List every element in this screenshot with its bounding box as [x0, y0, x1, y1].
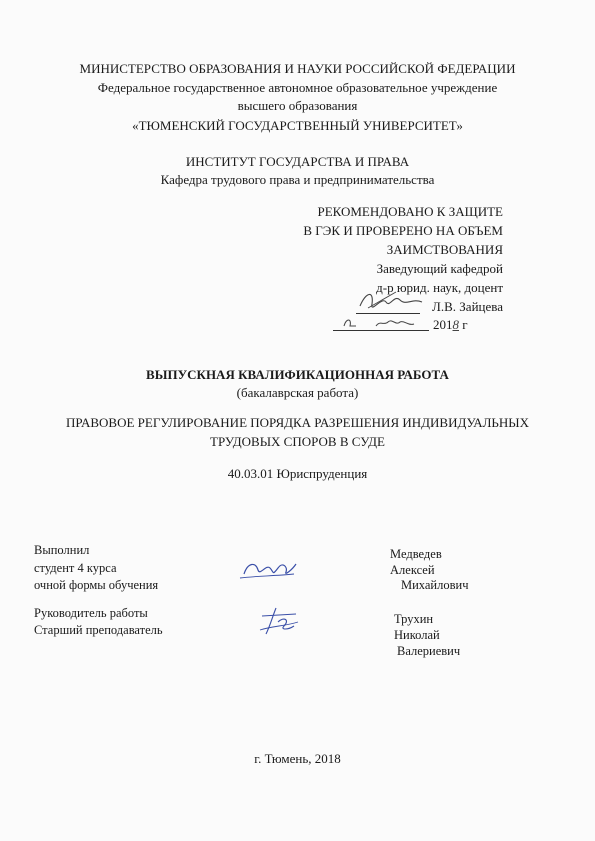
- work-title-line1: ПРАВОВОЕ РЕГУЛИРОВАНИЕ ПОРЯДКА РАЗРЕШЕНИЯ ИНДИВИДУАЛЬНЫХ: [66, 415, 529, 430]
- approval-year-digit: 8: [452, 317, 459, 332]
- institution-type-line1: Федеральное государственное автономное образовательное учреждение: [97, 80, 498, 95]
- approval-year-prefix: 201: [433, 317, 453, 332]
- approval-year: [433, 317, 468, 333]
- supervisor-role-line1: Руководитель работы: [34, 606, 148, 620]
- city-year: г. Тюмень, 2018: [254, 751, 341, 766]
- author-role-line3: очной формы обучения: [34, 578, 159, 592]
- supervisor-role-line2: Старший преподаватель: [34, 623, 163, 637]
- institute-name: ИНСТИТУТ ГОСУДАРСТВА И ПРАВА: [185, 154, 410, 169]
- author-signature-icon: [238, 556, 300, 582]
- supervisor-surname: Трухин: [394, 612, 434, 626]
- institution-type-line2: высшего образования: [237, 98, 358, 113]
- author-role-line1: Выполнил: [34, 543, 90, 557]
- approval-line2: В ГЭК И ПРОВЕРЕНО НА ОБЪЕМ: [303, 223, 503, 238]
- author-patronymic: Михайлович: [401, 578, 469, 592]
- approval-year-suffix: г: [459, 317, 468, 332]
- approval-degree: д-р юрид. наук, доцент: [376, 280, 503, 295]
- approval-date-handwriting-icon: [340, 312, 430, 332]
- author-first-name: Алексей: [390, 563, 435, 577]
- supervisor-patronymic: Валериевич: [397, 644, 461, 658]
- university-name: «ТЮМЕНСКИЙ ГОСУДАРСТВЕННЫЙ УНИВЕРСИТЕТ»: [132, 118, 463, 133]
- author-role-line2: студент 4 курса: [34, 561, 117, 575]
- supervisor-signature-icon: [256, 604, 302, 638]
- work-type: ВЫПУСКНАЯ КВАЛИФИКАЦИОННАЯ РАБОТА: [146, 367, 449, 382]
- supervisor-first-name: Николай: [394, 628, 440, 642]
- work-subtype: (бакалаврская работа): [236, 385, 359, 400]
- ministry-name: МИНИСТЕРСТВО ОБРАЗОВАНИЯ И НАУКИ РОССИЙСКОЙ ФЕДЕРАЦИИ: [79, 61, 516, 76]
- approval-line3: ЗАИМСТВОВАНИЯ: [386, 242, 503, 257]
- specialty: 40.03.01 Юриспруденция: [227, 466, 368, 481]
- work-title-line2: ТРУДОВЫХ СПОРОВ В СУДЕ: [210, 434, 385, 449]
- approval-position: Заведующий кафедрой: [376, 261, 503, 276]
- department-name: Кафедра трудового права и предпринимательства: [160, 172, 435, 187]
- approval-head-name: Л.В. Зайцева: [432, 299, 503, 314]
- author-surname: Медведев: [390, 547, 442, 561]
- approval-line1: РЕКОМЕНДОВАНО К ЗАЩИТЕ: [317, 204, 503, 219]
